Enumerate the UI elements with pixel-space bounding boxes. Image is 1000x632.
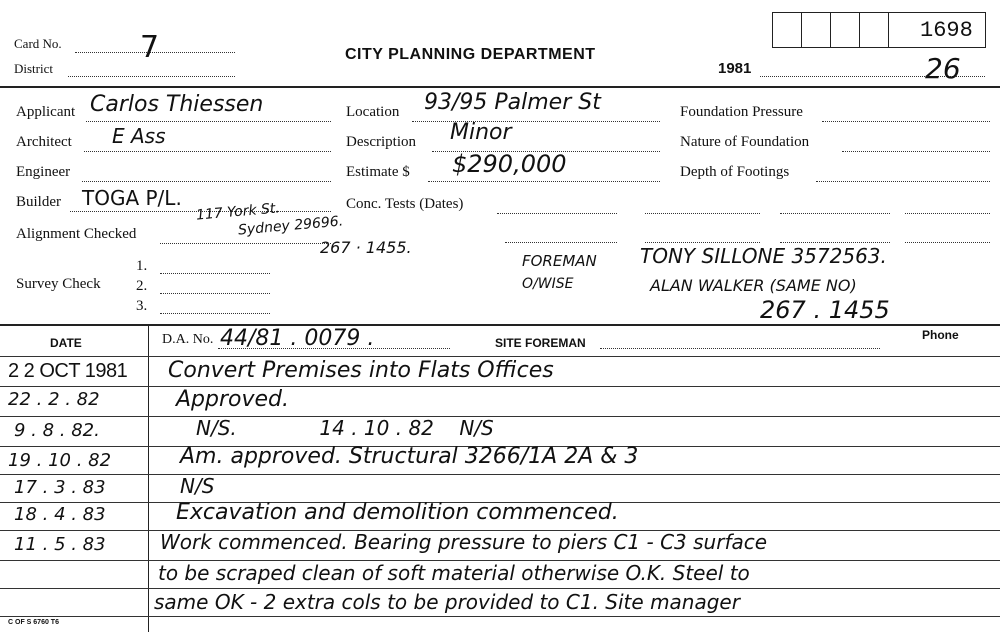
row-date: 11 . 5 . 83 <box>14 534 106 555</box>
form-code: C OF S 6760 T6 <box>8 619 59 626</box>
foundation-pressure-label: Foundation Pressure <box>680 104 803 120</box>
architect-line <box>84 151 331 152</box>
builder-value: TOGA P/L. <box>82 186 182 210</box>
da-number-line <box>218 348 450 349</box>
row-entry: Convert Premises into Flats Offices <box>168 358 554 383</box>
row-divider <box>0 588 1000 589</box>
extra-line-3 <box>905 213 990 214</box>
survey-1-number: 1. <box>136 258 148 274</box>
builder-address-line1: 117 York St. <box>195 200 281 224</box>
card-number-label: Card No. <box>14 36 62 51</box>
survey-2-number: 2. <box>136 278 148 294</box>
card-box-3 <box>830 12 860 48</box>
extra-line-4 <box>505 242 617 243</box>
extra-line-7 <box>905 242 990 243</box>
nature-of-foundation-label: Nature of Foundation <box>680 134 810 150</box>
builder-label: Builder <box>16 194 61 210</box>
applicant-line <box>86 121 331 122</box>
survey-2-line <box>160 293 270 294</box>
card-box-number: 1698 <box>920 18 973 43</box>
foreman-prefix: FOREMAN <box>522 252 597 270</box>
survey-3-number: 3. <box>136 298 148 314</box>
row-date: 18 . 4 . 83 <box>14 504 106 525</box>
row-entry: N/S <box>180 474 215 498</box>
header-divider <box>0 86 1000 88</box>
engineer-line <box>82 181 331 182</box>
conc-tests-label: Conc. Tests (Dates) <box>346 196 464 212</box>
card-box-2 <box>801 12 831 48</box>
description-label: Description <box>346 134 416 150</box>
alternate-phone: 267 . 1455 <box>760 296 890 324</box>
row-divider <box>0 356 1000 357</box>
row-date: 9 . 8 . 82. <box>14 420 100 441</box>
date-column-divider <box>148 324 149 632</box>
conc-tests-line <box>497 213 617 214</box>
description-value: Minor <box>450 120 512 145</box>
row-date: 19 . 10 . 82 <box>8 450 112 471</box>
engineer-label: Engineer <box>16 164 71 180</box>
builder-phone: 267 · 1455. <box>320 238 412 257</box>
alignment-checked-label: Alignment Checked <box>16 226 137 242</box>
district-line <box>68 76 235 77</box>
card-number-value: 7 <box>140 30 160 65</box>
otherwise-prefix: O/WISE <box>522 276 574 292</box>
estimate-label: Estimate $ <box>346 164 410 180</box>
row-entry: same OK - 2 extra cols to be provided to C1. Site manager <box>154 590 740 614</box>
row-date: 17 . 3 . 83 <box>14 477 106 498</box>
architect-label: Architect <box>16 134 72 150</box>
depth-of-footings-line <box>816 181 990 182</box>
location-value: 93/95 Palmer St <box>424 90 601 115</box>
row-divider <box>0 474 1000 475</box>
foundation-pressure-line <box>822 121 990 122</box>
site-foreman-header: SITE FOREMAN <box>495 336 586 350</box>
location-label: Location <box>346 104 400 120</box>
section-divider <box>0 324 1000 326</box>
foreman-name-phone: TONY SILLONE 3572563. <box>640 244 887 268</box>
estimate-value: $290,000 <box>452 150 567 178</box>
survey-1-line <box>160 273 270 274</box>
row-entry: to be scraped clean of soft material otherwise O.K. Steel to <box>158 561 750 585</box>
phone-header: Phone <box>922 328 959 342</box>
date-column-header: DATE <box>50 336 82 350</box>
estimate-line <box>428 181 660 182</box>
da-number-value: 44/81 . 0079 . <box>220 326 375 351</box>
row-entry: Work commenced. Bearing pressure to piers C1 - C3 surface <box>160 530 768 554</box>
applicant-value: Carlos Thiessen <box>90 92 264 117</box>
row-entry: Excavation and demolition commenced. <box>176 500 619 525</box>
alternate-foreman: ALAN WALKER (SAME NO) <box>650 276 857 295</box>
extra-line-1 <box>645 213 760 214</box>
handwritten-card-number: 26 <box>925 52 961 85</box>
extra-line-6 <box>780 242 890 243</box>
extra-line-2 <box>780 213 890 214</box>
card-box-4 <box>859 12 889 48</box>
da-number-label: D.A. No. <box>162 332 214 347</box>
row-divider <box>0 386 1000 387</box>
department-title: CITY PLANNING DEPARTMENT <box>345 46 596 63</box>
builder-address-line2: Sydney 29696. <box>237 213 344 239</box>
card-box-1 <box>772 12 802 48</box>
row-entry: Am. approved. Structural 3266/1A 2A & 3 <box>180 444 639 469</box>
depth-of-footings-label: Depth of Footings <box>680 164 790 180</box>
district-label: District <box>14 61 53 76</box>
row-date: 22 . 2 . 82 <box>8 389 100 410</box>
survey-3-line <box>160 313 270 314</box>
applicant-label: Applicant <box>16 104 76 120</box>
extra-line-5 <box>645 242 760 243</box>
site-foreman-line <box>600 348 880 349</box>
row-divider <box>0 416 1000 417</box>
survey-check-label: Survey Check <box>16 276 101 292</box>
row-date: 2 2 OCT 1981 <box>8 360 128 382</box>
row-entry: Approved. <box>176 387 289 412</box>
nature-of-foundation-line <box>842 151 990 152</box>
row-divider <box>0 616 1000 617</box>
architect-value: E Ass <box>112 124 166 148</box>
alignment-line <box>160 243 331 244</box>
card-year: 1981 <box>718 60 752 77</box>
row-entry: N/S. 14 . 10 . 82 N/S <box>196 416 494 440</box>
